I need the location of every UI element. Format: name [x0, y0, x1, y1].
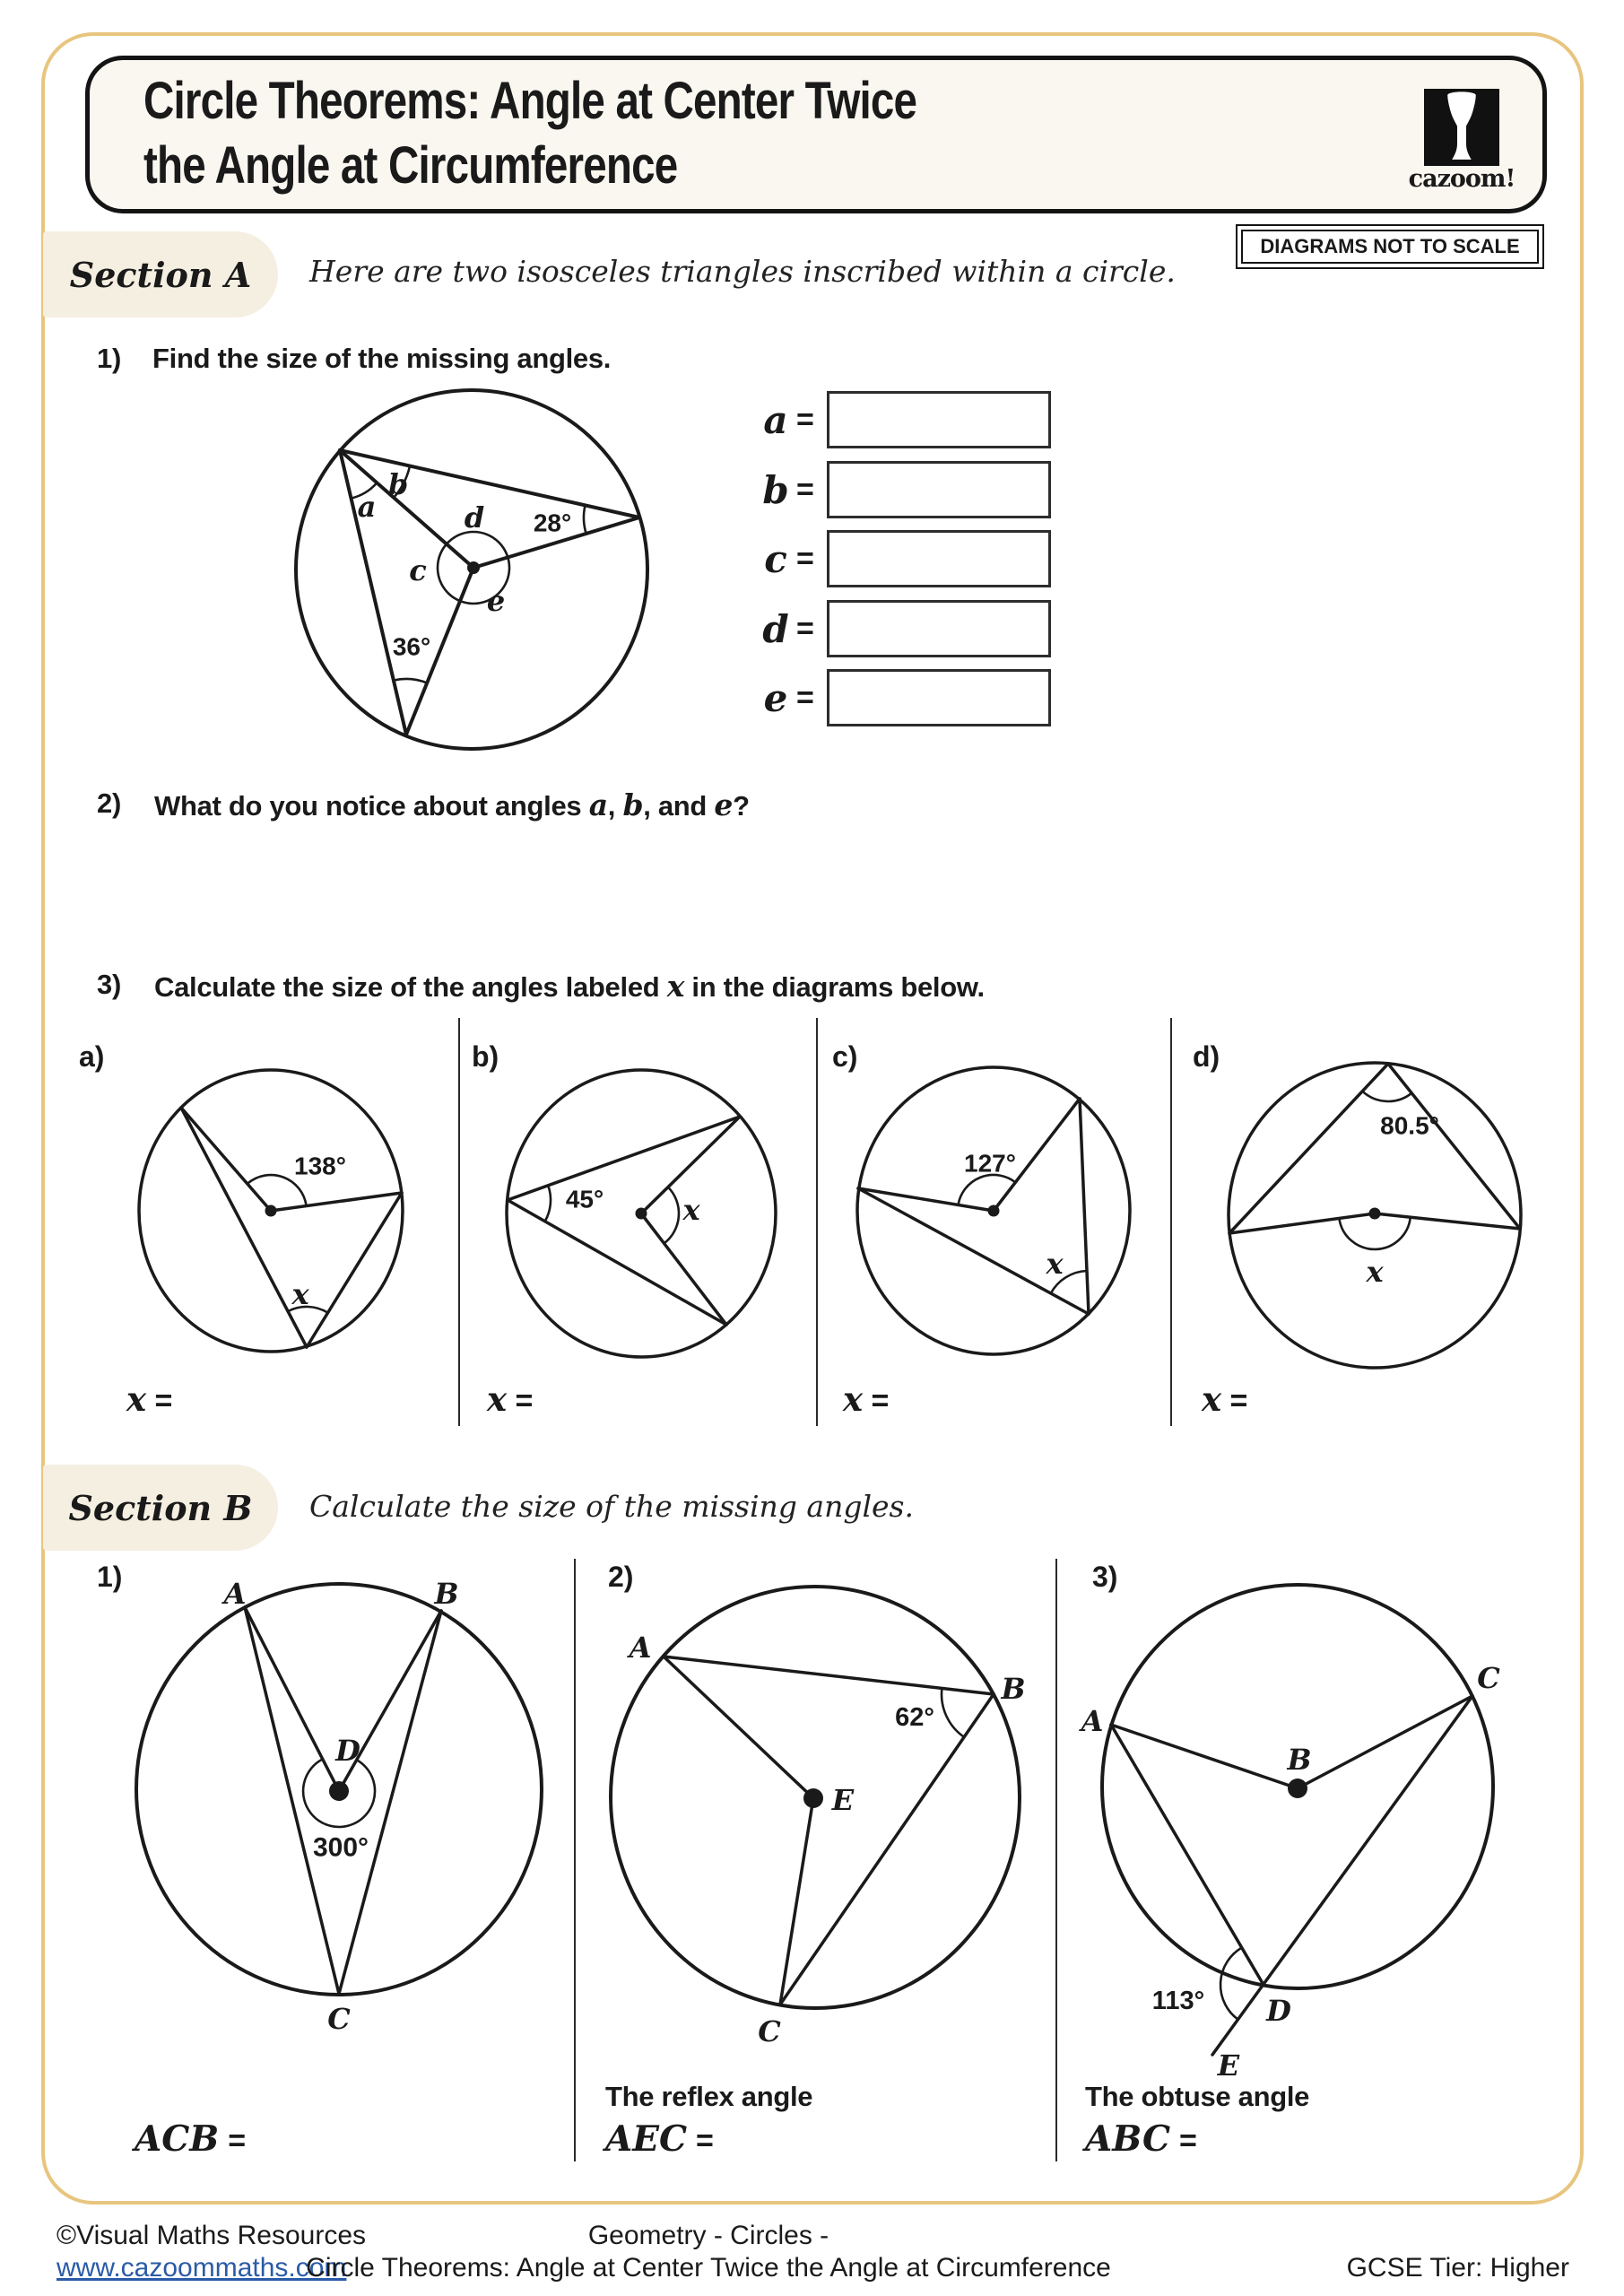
answer-box-d[interactable] [827, 600, 1051, 657]
answer-eq-d: = [796, 611, 814, 646]
question-3-number: 3) [97, 969, 121, 1000]
question-2-number: 2) [97, 787, 121, 819]
answer-letter-a: a [763, 397, 788, 442]
angle-label-d: d [464, 500, 485, 535]
q3-divider-2 [816, 1018, 818, 1426]
x-label-d: x [1366, 1255, 1384, 1289]
point-label-B: B [1001, 1672, 1026, 1706]
angle-value-113: 113° [1151, 1987, 1205, 2015]
q3-divider-1 [458, 1018, 460, 1426]
point-label-E: E [1217, 2048, 1240, 2083]
q3-answer-d: x = [1202, 1379, 1248, 1419]
footer-topic-line-2: Circle Theorems: Angle at Center Twice the Angle at Circumference [306, 2253, 1111, 2283]
b-divider-2 [1055, 1559, 1057, 2161]
section-a-pill [43, 231, 278, 317]
question-3-text: Calculate the size of the angles labeled x in the diagrams below. [154, 969, 985, 1004]
point-label-D: D [335, 1734, 360, 1768]
answer-letter-b: b [762, 467, 789, 512]
q3-sub-label-c: c) [832, 1040, 858, 1073]
section-b-diagram-2 [583, 1574, 1040, 2049]
point-label-C: C [1477, 1661, 1500, 1695]
footer-topic-line-1: Geometry - Circles - [587, 2221, 829, 2250]
section-b-pill [43, 1465, 278, 1551]
question-1-text: Find the size of the missing angles. [152, 343, 612, 374]
answer-box-c[interactable] [827, 530, 1051, 587]
angle-value-45: 45° [565, 1185, 604, 1213]
q3-answer-a: x = [126, 1379, 173, 1419]
point-label-C: C [758, 2014, 781, 2048]
cazoom-logo-icon [1424, 89, 1499, 166]
q3-diagram-a [135, 1063, 430, 1372]
angle-value-80-5: 80.5° [1380, 1111, 1439, 1140]
b-sub-label-3: 3) [1092, 1561, 1118, 1593]
answer-box-b[interactable] [827, 461, 1051, 518]
answer-eq-e: = [796, 680, 814, 715]
q3-answer-c: x = [843, 1379, 890, 1419]
section-a-instruction: Here are two isosceles triangles inscribed within a circle. [309, 254, 1176, 289]
answer-eq-c: = [796, 541, 814, 576]
point-label-B: B [1287, 1743, 1312, 1777]
q3-sub-label-a: a) [79, 1040, 105, 1073]
answer-eq-a: = [796, 402, 814, 437]
circle-center-dot [467, 561, 480, 574]
answer-letter-d: d [762, 606, 789, 651]
point-label-E: E [831, 1783, 855, 1817]
point-label-D: D [1266, 1994, 1291, 2028]
question-1-number: 1) [97, 343, 121, 374]
answer-row-d [760, 600, 1062, 657]
section-b-instruction: Calculate the size of the missing angles. [309, 1489, 914, 1524]
section-b-diagram-3 [1076, 1574, 1596, 2094]
angle-label-a: a [357, 490, 377, 524]
answer-row-e [760, 669, 1062, 726]
drum-icon [1424, 89, 1499, 166]
q3-diagram-c [852, 1063, 1148, 1372]
answer-box-a[interactable] [827, 391, 1051, 448]
angle-label-e: e [486, 584, 506, 618]
x-label-a: x [291, 1277, 309, 1311]
q3-sub-label-d: d) [1193, 1040, 1220, 1073]
diagrams-not-to-scale-badge: DIAGRAMS NOT TO SCALE [1236, 224, 1544, 269]
answer-letter-e: e [763, 675, 788, 720]
b2-answer: AEC = [605, 2118, 714, 2160]
q3-divider-3 [1170, 1018, 1172, 1426]
b-sub-label-2: 2) [608, 1561, 634, 1593]
point-label-B: B [434, 1577, 459, 1611]
question-2-text: What do you notice about angles a, b, and e? [154, 787, 750, 822]
footer-tier: GCSE Tier: Higher [1346, 2253, 1569, 2283]
point-label-A: A [629, 1631, 652, 1665]
angle-label-c: c [409, 553, 427, 587]
b1-answer: ACB = [135, 2118, 247, 2160]
q3-answer-b: x = [487, 1379, 534, 1419]
point-label-A: A [1081, 1704, 1104, 1738]
angle-value-28: 28° [533, 509, 572, 537]
answer-row-c [760, 530, 1062, 587]
cazoom-logo-text: cazoom! [1408, 165, 1515, 193]
section-b-label: Section B [68, 1487, 253, 1528]
angle-value-36: 36° [392, 632, 431, 661]
x-label-b: x [682, 1193, 700, 1227]
footer-copyright: ©Visual Maths Resources [56, 2221, 367, 2250]
answer-row-a [760, 391, 1062, 448]
section-a-label: Section A [69, 254, 252, 295]
angle-value-138: 138° [294, 1152, 346, 1180]
b3-caption: The obtuse angle [1085, 2081, 1310, 2112]
q3-diagram-d [1218, 1058, 1532, 1372]
point-label-C: C [327, 2002, 351, 2036]
answer-letter-c: c [764, 536, 787, 581]
b2-caption: The reflex angle [605, 2081, 813, 2112]
angle-value-62: 62° [895, 1703, 934, 1732]
b-sub-label-1: 1) [97, 1561, 123, 1593]
answer-row-b [760, 461, 1062, 518]
header-box [85, 56, 1547, 213]
angle-label-b: b [387, 467, 409, 501]
page-title-line-1: Circle Theorems: Angle at Center Twice [143, 72, 917, 130]
page-title-line-2: the Angle at Circumference [143, 136, 678, 195]
answer-box-e[interactable] [827, 669, 1051, 726]
section-b-diagram-1 [81, 1574, 601, 2040]
b3-answer: ABC = [1085, 2118, 1197, 2160]
answer-eq-b: = [796, 472, 814, 507]
q3-sub-label-b: b) [472, 1040, 499, 1073]
angle-value-300: 300° [312, 1832, 369, 1863]
angle-value-127: 127° [964, 1149, 1016, 1178]
footer-website-link[interactable]: www.cazoommaths.com [56, 2253, 347, 2283]
q1-circle-diagram [287, 381, 664, 758]
x-label-c: x [1046, 1247, 1064, 1281]
point-label-A: A [223, 1577, 247, 1611]
q3-diagram-b [498, 1063, 794, 1372]
